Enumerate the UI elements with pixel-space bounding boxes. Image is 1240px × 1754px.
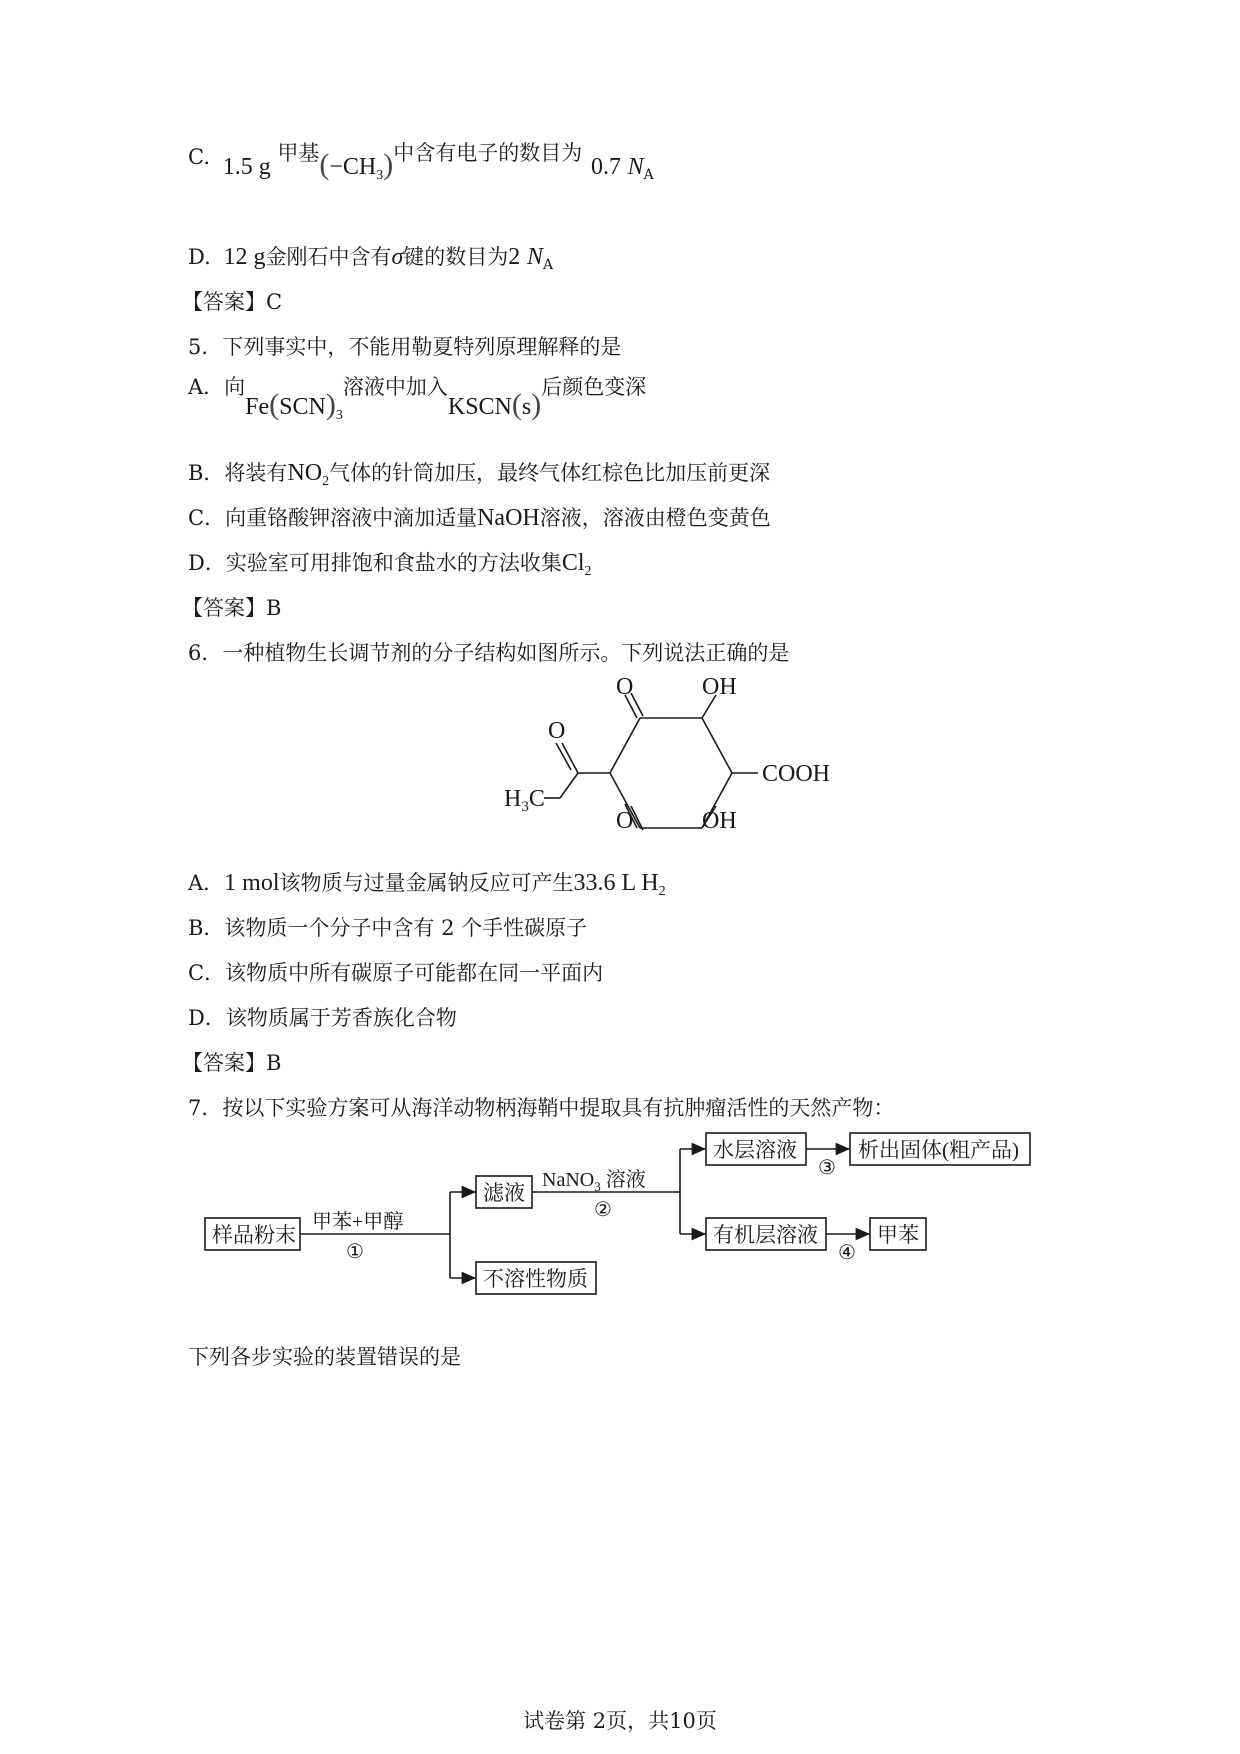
q6-option-a <box>188 868 666 898</box>
flow-sample-label: 样品粉末 <box>212 1223 296 1247</box>
option-label: A．向 <box>188 375 246 399</box>
q5-answer: 【答案】B <box>182 596 282 620</box>
flow-reagent2: NaNO$_3$ 溶液 <box>542 1169 646 1194</box>
option-text: 键的数目为 <box>403 245 509 269</box>
flow-step2-marker: ② <box>594 1199 612 1221</box>
option-text: 中含有电子的数目为 <box>393 141 583 165</box>
q5-option-d <box>188 548 592 578</box>
option-label: D．实验室可用排饱和食盐水的方法收集 <box>188 551 562 575</box>
q4-option-c <box>188 141 654 183</box>
flow-toluene-label: 甲苯 <box>877 1223 919 1247</box>
molecular-structure <box>440 674 831 838</box>
q5-option-c <box>188 503 771 533</box>
option-text: 溶液中加入 <box>342 375 448 399</box>
flow-solid-label: 析出固体(粗产品) <box>858 1138 1019 1162</box>
option-label: C. <box>188 145 210 169</box>
avogadro-subscript: A <box>543 257 554 273</box>
option-text: 气体的针筒加压，最终气体红棕色比加压前更深 <box>329 461 771 485</box>
avogadro-symbol: N <box>627 154 644 180</box>
methyl-text: 甲基 <box>277 141 320 165</box>
amount-value: 1 mol <box>224 870 280 896</box>
q5-option-b <box>188 458 770 488</box>
hydrogen-volume: 33.6 L $H_2$ <box>573 870 666 899</box>
option-label: C．向重铬酸钾溶液中滴加适量 <box>188 506 478 530</box>
page-footer: 试卷第 2页，共10页 <box>523 1709 717 1733</box>
q4-option-d <box>188 242 553 272</box>
structure-o-bottom: O <box>616 808 634 834</box>
option-label: B．将装有 <box>188 461 288 485</box>
q4-answer: 【答案】C <box>182 290 283 314</box>
q7-tail: 下列各步实验的装置错误的是 <box>188 1345 461 1369</box>
naoh-formula: NaOH <box>477 505 540 531</box>
flow-insoluble-label: 不溶性物质 <box>483 1267 588 1291</box>
structure-cooh: COOH <box>762 761 831 787</box>
structure-o-side: O <box>548 718 566 744</box>
mass-value: 12 g <box>223 244 266 270</box>
option-label: A． <box>188 871 225 895</box>
avogadro-subscript: A <box>643 167 654 183</box>
q6-answer: 【答案】B <box>182 1051 282 1075</box>
flow-reagent1: 甲苯+甲醇 <box>312 1211 404 1233</box>
structure-oh-top: OH <box>702 674 737 700</box>
q6-option-d: D．该物质属于芳香族化合物 <box>188 1006 457 1030</box>
q5-option-a <box>188 375 647 423</box>
flow-step4-marker: ④ <box>838 1242 856 1264</box>
number-value: 0.7 <box>590 154 621 180</box>
flow-aqueous-label: 水层溶液 <box>713 1138 797 1162</box>
nitrogen-dioxide: $NO_2$ <box>287 460 330 489</box>
q6-option-c: C．该物质中所有碳原子可能都在同一平面内 <box>188 961 604 985</box>
right-paren: ) <box>383 148 394 181</box>
flow-step3-marker: ③ <box>818 1157 836 1179</box>
q6-option-b: B．该物质一个分子中含有 2 个手性碳原子 <box>188 916 588 940</box>
q5-stem: 5．下列事实中，不能用勒夏特列原理解释的是 <box>188 335 622 359</box>
extraction-flowchart <box>200 1128 1060 1298</box>
flow-step1-marker: ① <box>346 1241 364 1263</box>
flow-organic-label: 有机层溶液 <box>713 1223 818 1247</box>
option-text: 溶液，溶液由橙色变黄色 <box>539 506 771 530</box>
structure-o-top: O <box>616 674 634 700</box>
q7-stem: 7．按以下实验方案可从海洋动物柄海鞘中提取具有抗肿瘤活性的天然产物： <box>188 1096 895 1120</box>
iron-thiocyanate: $Fe(SCN)_3$ <box>245 388 343 423</box>
structure-oh-bottom: OH <box>702 808 737 834</box>
q6-stem: 6．一种植物生长调节剂的分子结构如图所示。下列说法正确的是 <box>188 641 790 665</box>
option-text: 金刚石中含有 <box>265 245 392 269</box>
kscn-solid: KSCN(s) <box>447 388 542 421</box>
avogadro-symbol: N <box>526 244 543 270</box>
chlorine-formula: $Cl_2$ <box>561 550 592 579</box>
option-text: 该物质与过量金属钠反应可产生 <box>279 871 574 895</box>
flow-filtrate-label: 滤液 <box>483 1181 525 1205</box>
structure-h3c: $H_3C$ <box>504 786 545 815</box>
number-value: 2 <box>508 244 521 270</box>
option-text: 后颜色变深 <box>541 375 647 399</box>
left-paren: ( <box>319 148 330 181</box>
option-label: D. <box>188 245 211 269</box>
mass-value: 1.5 g <box>222 154 271 180</box>
methyl-group: $-CH_3$ <box>329 154 384 183</box>
sigma-symbol: σ <box>391 244 404 270</box>
